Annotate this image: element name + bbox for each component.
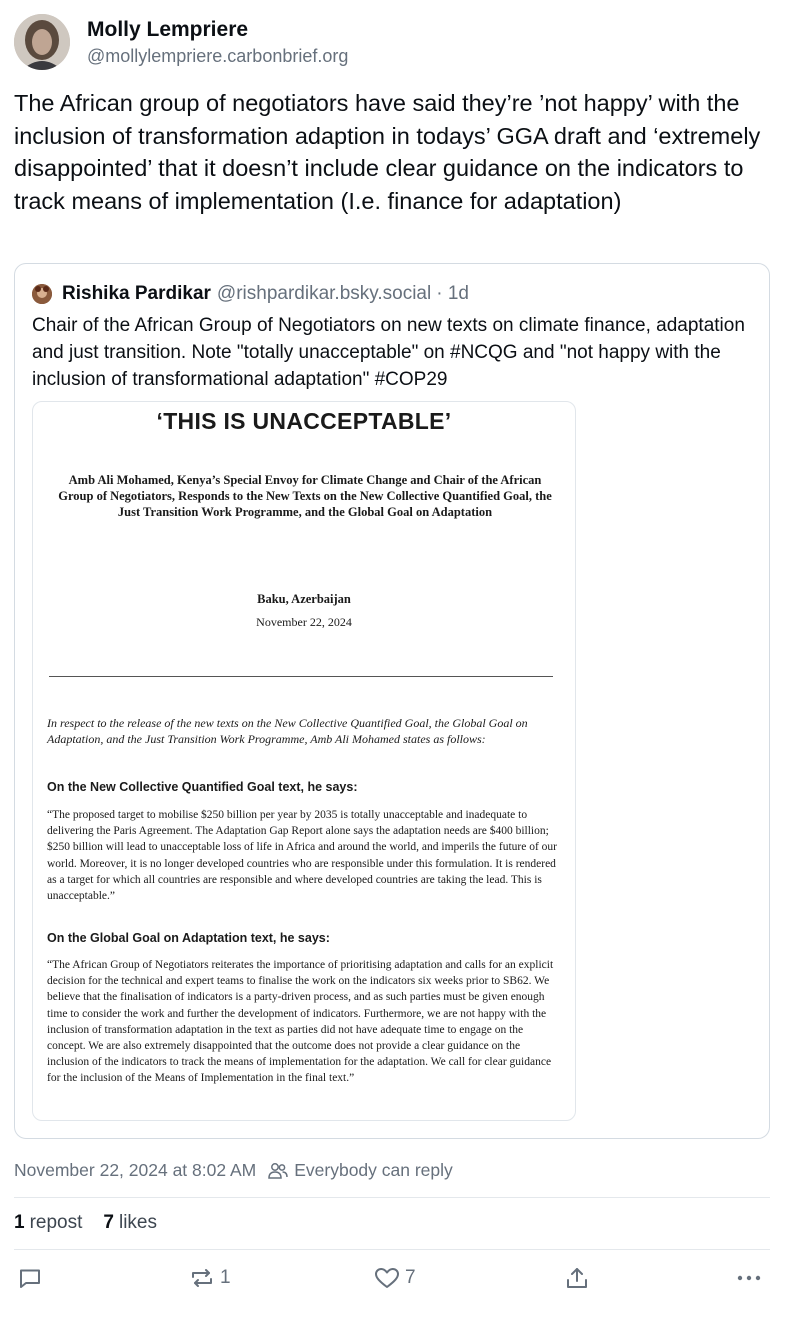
author-handle[interactable]: @mollylempriere.carbonbrief.org: [87, 46, 349, 66]
quoted-post-text: Chair of the African Group of Negotiators on new texts on climate finance, adaptation and just transition. Note "totally unacceptable" on #NCQG and "not happy with the inclusion of transformational adaptation" #COP29: [32, 315, 745, 390]
reply-button[interactable]: [18, 1266, 42, 1290]
document-place: Baku, Azerbaijan: [257, 592, 351, 606]
reposts-stat[interactable]: [14, 1212, 82, 1234]
quoted-post-age: · 1d: [436, 283, 469, 304]
more-icon: [736, 1266, 762, 1290]
divider: [14, 1249, 770, 1250]
document-paragraph-ncqg: “The proposed target to mobilise $250 billion per year by 2035 is totally unacceptable and inadequate to delivering the Paris Agreement. The Adaptation Gap Report alone says the adaptation needs are $400 billion; $250 billion will lead to unacceptable loss of life in Africa and around the world, and imperils the future of our world. Moreover, it is no longer developed countries who are responsible under this formulation. It is rendered as a target for which all countries are responsible and where developed countries are taking the lead. This is unacceptable.”: [47, 809, 558, 903]
document-divider: [49, 676, 553, 677]
like-button[interactable]: [374, 1266, 416, 1290]
reply-setting: Everybody can reply: [294, 1160, 453, 1180]
likes-stat[interactable]: [103, 1212, 157, 1234]
document-paragraph-gga: “The African Group of Negotiators reiterates the importance of prioritising adaptation and calls for an explicit decision for the technical and expert teams to finalise the work on the indicators six weeks prior to SB62. We believe that the finalisation of indicators is a party-driven process, and as such parties must be given enough time to consider the work and further the development of indicators. Furthermore, we are not happy with the inclusion of transformation adaptation in the text as parties did not have adequate time to engage on the concept. We are also extremely disappointed that the outcome does not provide a clear guidance on the inclusion of the indicators to track the means of implementation for the adaptation. We call for clear guidance for the inclusion of the Means of Implementation in the final text.”: [47, 959, 554, 1085]
people-icon: [268, 1162, 288, 1180]
quoted-post-header: [32, 282, 469, 306]
repost-icon: [189, 1266, 215, 1290]
like-count: 7: [405, 1267, 416, 1288]
document-heading-ncqg: On the New Collective Quantified Goal text, he says:: [47, 780, 358, 794]
action-bar: [0, 1266, 792, 1302]
quoted-author-handle: @rishpardikar.bsky.social: [216, 283, 432, 304]
document-heading-gga: On the Global Goal on Adaptation text, he says:: [47, 931, 330, 945]
quoted-post-image[interactable]: [32, 401, 576, 1121]
repost-count: 1: [220, 1267, 231, 1288]
share-icon: [565, 1266, 589, 1290]
quoted-post[interactable]: [14, 263, 770, 1139]
post-author: [14, 14, 348, 70]
post-stats: [14, 1212, 157, 1234]
like-icon: [374, 1266, 400, 1290]
quoted-author-name: Rishika Pardikar: [62, 283, 211, 304]
post-text: The African group of negotiators have said they’re ’not happy’ with the inclusion of transformation adaption in todays’ GGA draft and ‘extremely disappointed’ that it doesn’t include clear guidance on the indicators to track means of implementation (I.e. finance for adaptation): [14, 90, 761, 214]
quoted-author-avatar: [32, 284, 52, 304]
reply-icon: [18, 1266, 42, 1290]
repost-button[interactable]: [189, 1266, 231, 1290]
document-title: ‘THIS IS UNACCEPTABLE’: [156, 408, 452, 434]
likes-label: likes: [118, 1212, 157, 1233]
share-button[interactable]: [565, 1266, 589, 1290]
divider: [14, 1197, 770, 1198]
author-display-name[interactable]: Molly Lempriere: [87, 18, 249, 41]
document-date: November 22, 2024: [256, 615, 352, 629]
reposts-count: 1: [14, 1212, 25, 1233]
post-meta: [14, 1160, 453, 1181]
post-timestamp[interactable]: November 22, 2024 at 8:02 AM: [14, 1160, 257, 1180]
author-avatar[interactable]: [14, 14, 70, 70]
reposts-label: repost: [29, 1212, 83, 1233]
document-intro: In respect to the release of the new texts on the New Collective Quantified Goal, the Global Goal on Adaptation, and the Just Transition Work Programme, Amb Ali Mohamed states as follows:: [47, 716, 528, 746]
likes-count: 7: [103, 1212, 114, 1233]
more-options-button[interactable]: [736, 1266, 762, 1290]
document-subtitle: Amb Ali Mohamed, Kenya’s Special Envoy for Climate Change and Chair of the African Group of Negotiators, Responds to the New Texts on the New Collective Quantified Goal, the Just Transition Work Programme, and the Global Goal on Adaptation: [58, 473, 552, 519]
